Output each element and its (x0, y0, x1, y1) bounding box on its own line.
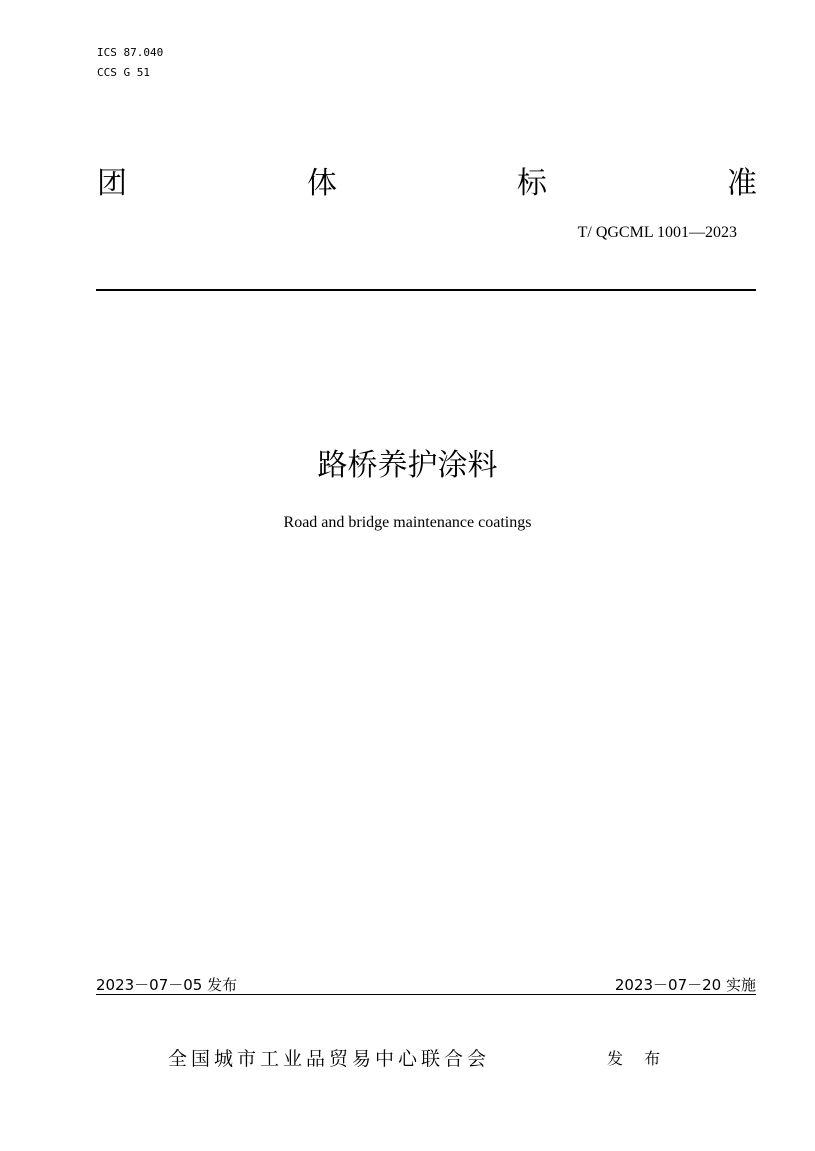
ccs-code: CCS G 51 (97, 66, 150, 79)
bottom-divider (96, 994, 756, 995)
document-title-english: Road and bridge maintenance coatings (283, 514, 532, 531)
ics-code: ICS 87.040 (97, 46, 164, 59)
dates-row (96, 974, 756, 995)
release-date: 2023－07－05 发布 (96, 976, 238, 994)
publish-label: 发 布 (607, 1049, 669, 1068)
standard-number: T/ QGCML 1001—2023 (577, 224, 737, 241)
standard-type-char: 团 (97, 166, 127, 201)
standard-type-heading (97, 158, 757, 202)
implementation-date: 2023－07－20 实施 (614, 976, 756, 994)
standard-type-char: 体 (307, 166, 337, 201)
standard-type-char: 标 (517, 166, 547, 201)
top-divider (96, 289, 756, 291)
classification-codes (97, 43, 163, 83)
document-title-chinese: 路桥养护涂料 (317, 448, 498, 483)
publisher-name: 全国城市工业品贸易中心联合会 (168, 1048, 491, 1070)
standard-type-char: 准 (727, 166, 757, 201)
